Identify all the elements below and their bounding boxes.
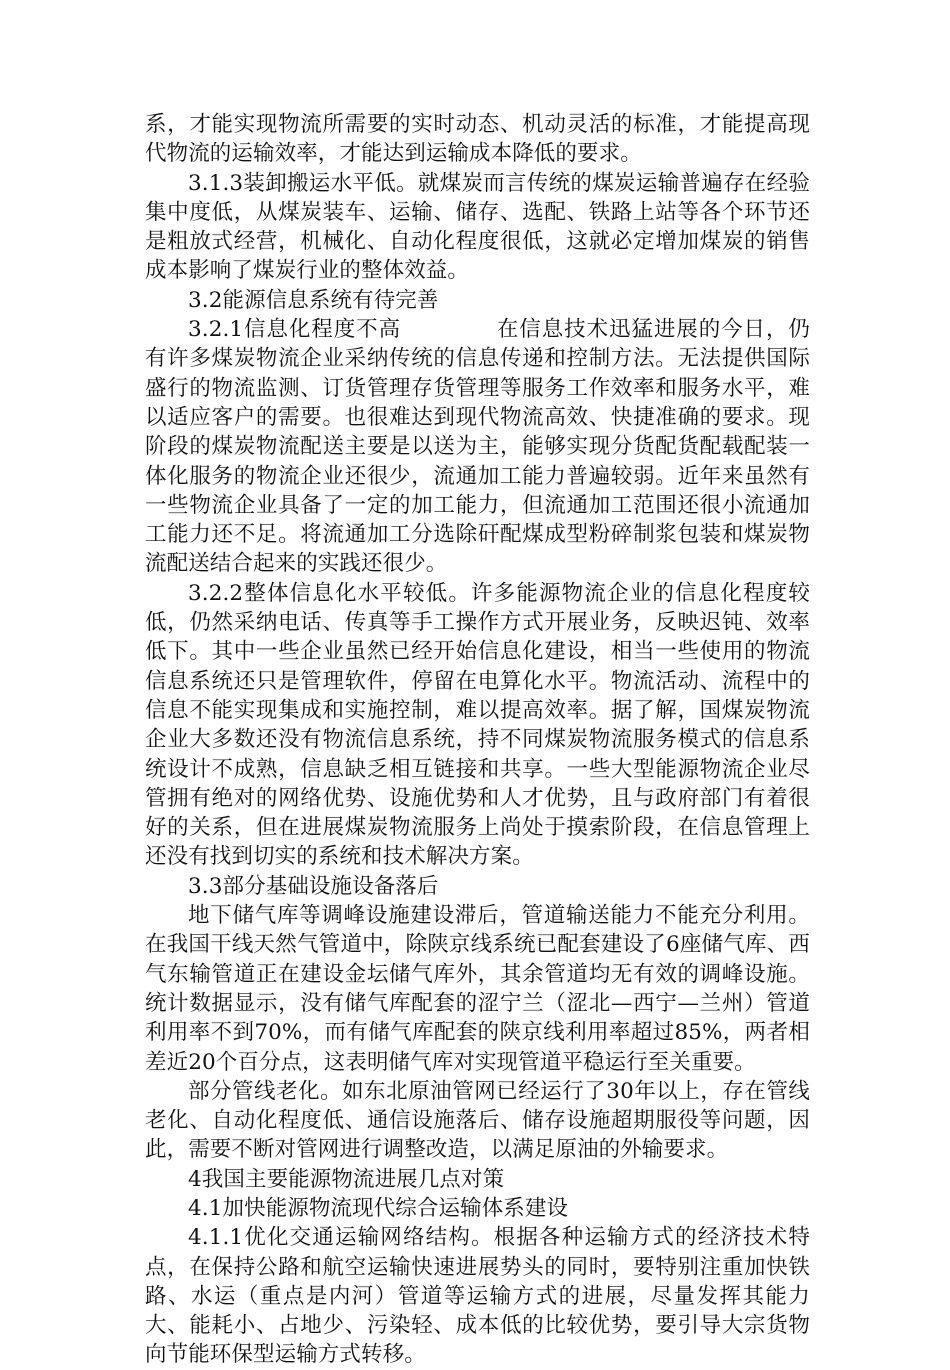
paragraph-continuation: 系，才能实现物流所需要的实时动态、机动灵活的标准，才能提高现代物流的运输效率，才能达到运输成本降低的要求。 bbox=[145, 112, 810, 167]
paragraph-pipeline-aging: 部分管线老化。如东北原油管网已经运行了30年以上，存在管线老化、自动化程度低、通信设施落后、储存设施超期服役等问题，因此，需要不断对管网进行调整改造，以满足原油的外输要求。 bbox=[145, 1078, 810, 1163]
document-body bbox=[145, 110, 810, 1370]
section-heading-4: 4我国主要能源物流进展几点对策 bbox=[188, 1166, 505, 1192]
paragraph-3-2-1 bbox=[145, 315, 810, 579]
paragraph-4-1-1: 4.1.1优化交通运输网络结构。根据各种运输方式的经济技术特点，在保持公路和航空运输快速进展势头的同时，要特别注重加快铁路、水运（重点是内河）管道等运输方式的进展，尽量发挥其能力大、能耗小、占地少、污染轻、成本低的比较优势，要引导大宗货物向节能环保型运输方式转移。 bbox=[145, 1225, 810, 1368]
paragraph-gas-storage: 地下储气库等调峰设施建设滞后，管道输送能力不能充分利用。在我国干线天然气管道中，除陕京线系统已配套建设了6座储气库、西气东输管道正在建设金坛储气库外，其余管道均无有效的调峰设施。统计数据显示，没有储气库配套的涩宁兰（涩北—西宁—兰州）管道利用率不到70%，而有储气库配套的陕京线利用率超过85%，两者相差近20个百分点，这表明储气库对实现管道平稳运行至关重要。 bbox=[145, 903, 810, 1075]
section-heading-3-2: 3.2能源信息系统有待完善 bbox=[188, 287, 439, 313]
section-heading-4-1: 4.1加快能源物流现代综合运输体系建设 bbox=[188, 1195, 569, 1221]
paragraph-3-2-2: 3.2.2整体信息化水平较低。许多能源物流企业的信息化程度较低，仍然采纳电话、传真等手工操作方式开展业务，反映迟钝、效率低下。其中一些企业虽然已经开始信息化建设，相当一些使用的物流信息系统还只是管理软件，停留在电算化水平。物流活动、流程中的信息不能实现集成和实施控制，难以提高效率。据了解，国煤炭物流企业大多数还没有物流信息系统，持不同煤炭物流服务模式的信息系统设计不成熟，信息缺乏相互链接和共享。一些大型能源物流企业尽管拥有绝对的网络优势、设施优势和人才优势，且与政府部门有着很好的关系，但在进展煤炭物流服务上尚处于摸索阶段，在信息管理上还没有找到切实的系统和技术解决方案。 bbox=[145, 580, 810, 870]
section-heading-3-3: 3.3部分基础设施设备落后 bbox=[188, 873, 439, 899]
paragraph-3-1-3: 3.1.3装卸搬运水平低。就煤炭而言传统的煤炭运输普遍存在经验集中度低，从煤炭装车、运输、储存、选配、铁路上站等各个环节还是粗放式经营，机械化、自动化程度很低，这就必定增加煤炭的销售成本影响了煤炭行业的整体效益。 bbox=[145, 170, 810, 284]
paragraph-3-2-1-label: 3.2.1信息化程度不高 bbox=[188, 317, 402, 343]
paragraph-3-2-1-text: 在信息技术迅猛进展的今日，仍有许多煤炭物流企业采纳传统的信息传递和控制方法。无法提供国际盛行的物流监测、订货管理存货管理等服务工作效率和服务水平，难以适应客户的需要。也很难达到现代物流高效、快捷准确的要求。现阶段的煤炭物流配送主要是以送为主，能够实现分货配货配载配装一体化服务的物流企业还很少，流通加工能力普遍较弱。近年来虽然有一些物流企业具备了一定的加工能力，但流通加工范围还很小流通加工能力还不足。将流通加工分选除矸配煤成型粉碎制浆包装和煤炭物流配送结合起来的实践还很少。 bbox=[145, 317, 811, 577]
